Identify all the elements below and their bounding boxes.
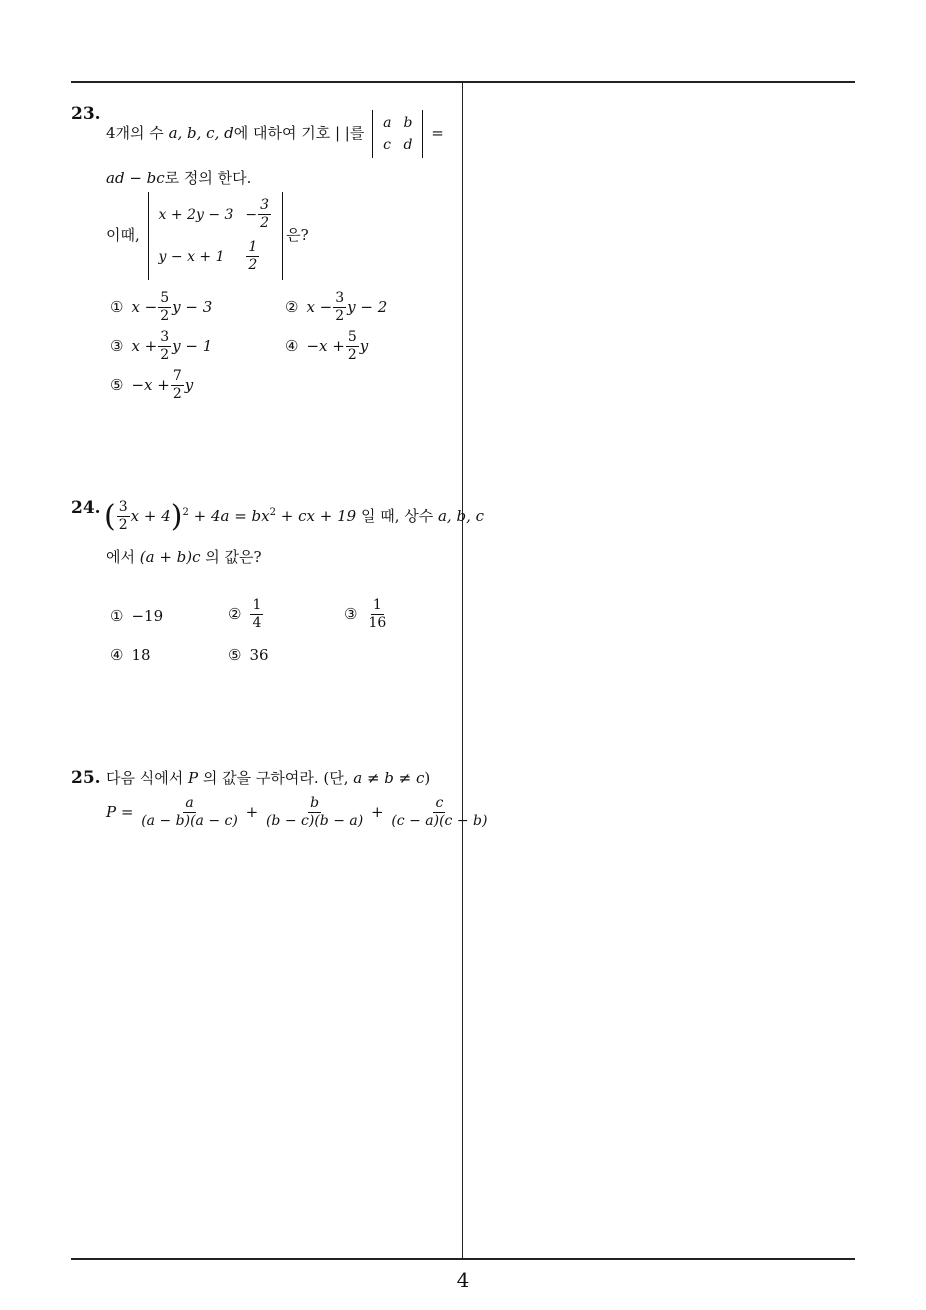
q23-choice-3[interactable]: ③ x + $\frac{3}{2}$ y − 1: [110, 329, 213, 364]
q23-intro: 4개의 수: [106, 124, 169, 142]
q23-choice-5[interactable]: ⑤ −x + $\frac{7}{2}$ y: [110, 368, 194, 403]
q23-choice-4[interactable]: ④ −x + $\frac{5}{2}$ y: [285, 329, 369, 364]
q25-term-3: $\frac{c}{(c - a)(c - b)}$: [391, 795, 488, 830]
q25-text-line: 다음 식에서 P 의 값을 구하여라. (단, a ≠ b ≠ c): [106, 769, 431, 787]
q23-symbol: | |: [334, 124, 350, 142]
page-number: 4: [456, 1268, 470, 1292]
q23-ask-post: 은?: [286, 225, 309, 244]
q24-question-line: 에서 (a + b)c 의 값은?: [106, 548, 262, 566]
q25-term-2: $\frac{b}{(b - c)(b - a)}$: [265, 795, 364, 830]
q23-ask: 이때,: [106, 225, 140, 244]
q23-vars: a, b, c, d: [168, 124, 234, 142]
q25-number: 25.: [71, 768, 101, 788]
q24-choice-2[interactable]: ② $\frac{1}{4}$: [228, 597, 262, 632]
q23-equals: =: [431, 124, 444, 142]
q24-choice-4[interactable]: ④ 18: [110, 646, 151, 664]
q23-def-matrix: a b c d: [372, 110, 423, 158]
q23-reul: 를: [349, 124, 365, 142]
bottom-rule: [71, 1258, 855, 1260]
q23-definition-expr: ad − bc로 정의 한다.: [106, 169, 252, 187]
q24-choice-5[interactable]: ⑤ 36: [228, 646, 269, 664]
q24-equation-line: ( $\frac{3}{2}$ $x + 4)^2 + 4a = bx^2$ + cx + 19 일 때, 상수 a, b, c: [104, 498, 485, 534]
q23-definition-line: [106, 110, 444, 158]
column-divider: [462, 81, 463, 1259]
q23-question-line: [106, 192, 309, 280]
q23-intro-post: 에 대하여 기호: [233, 124, 331, 142]
q23-question-matrix: x + 2y − 3 − $\frac{3}{2}$ y − x + 1 $\frac{1}{2}$: [148, 192, 284, 280]
q24-number: 24.: [71, 498, 101, 518]
q24-choice-1[interactable]: ① −19: [110, 607, 164, 625]
q23-number: 23.: [71, 104, 101, 124]
q23-choice-1[interactable]: ① x − $\frac{5}{2}$ y − 3: [110, 290, 213, 325]
q25-term-1: $\frac{a}{(a - b)(a - c)}$: [141, 795, 238, 830]
q24-choice-3[interactable]: ③ $\frac{1}{16}$: [344, 597, 387, 632]
q23-choice-2[interactable]: ② x − $\frac{3}{2}$ y − 2: [285, 290, 388, 325]
q25-formula: P = $\frac{a}{(a - b)(a - c)}$ + $\frac{b}{(b - c)(b - a)}$ + $\frac{c}{(c - a)(c - b)}$: [106, 795, 488, 830]
